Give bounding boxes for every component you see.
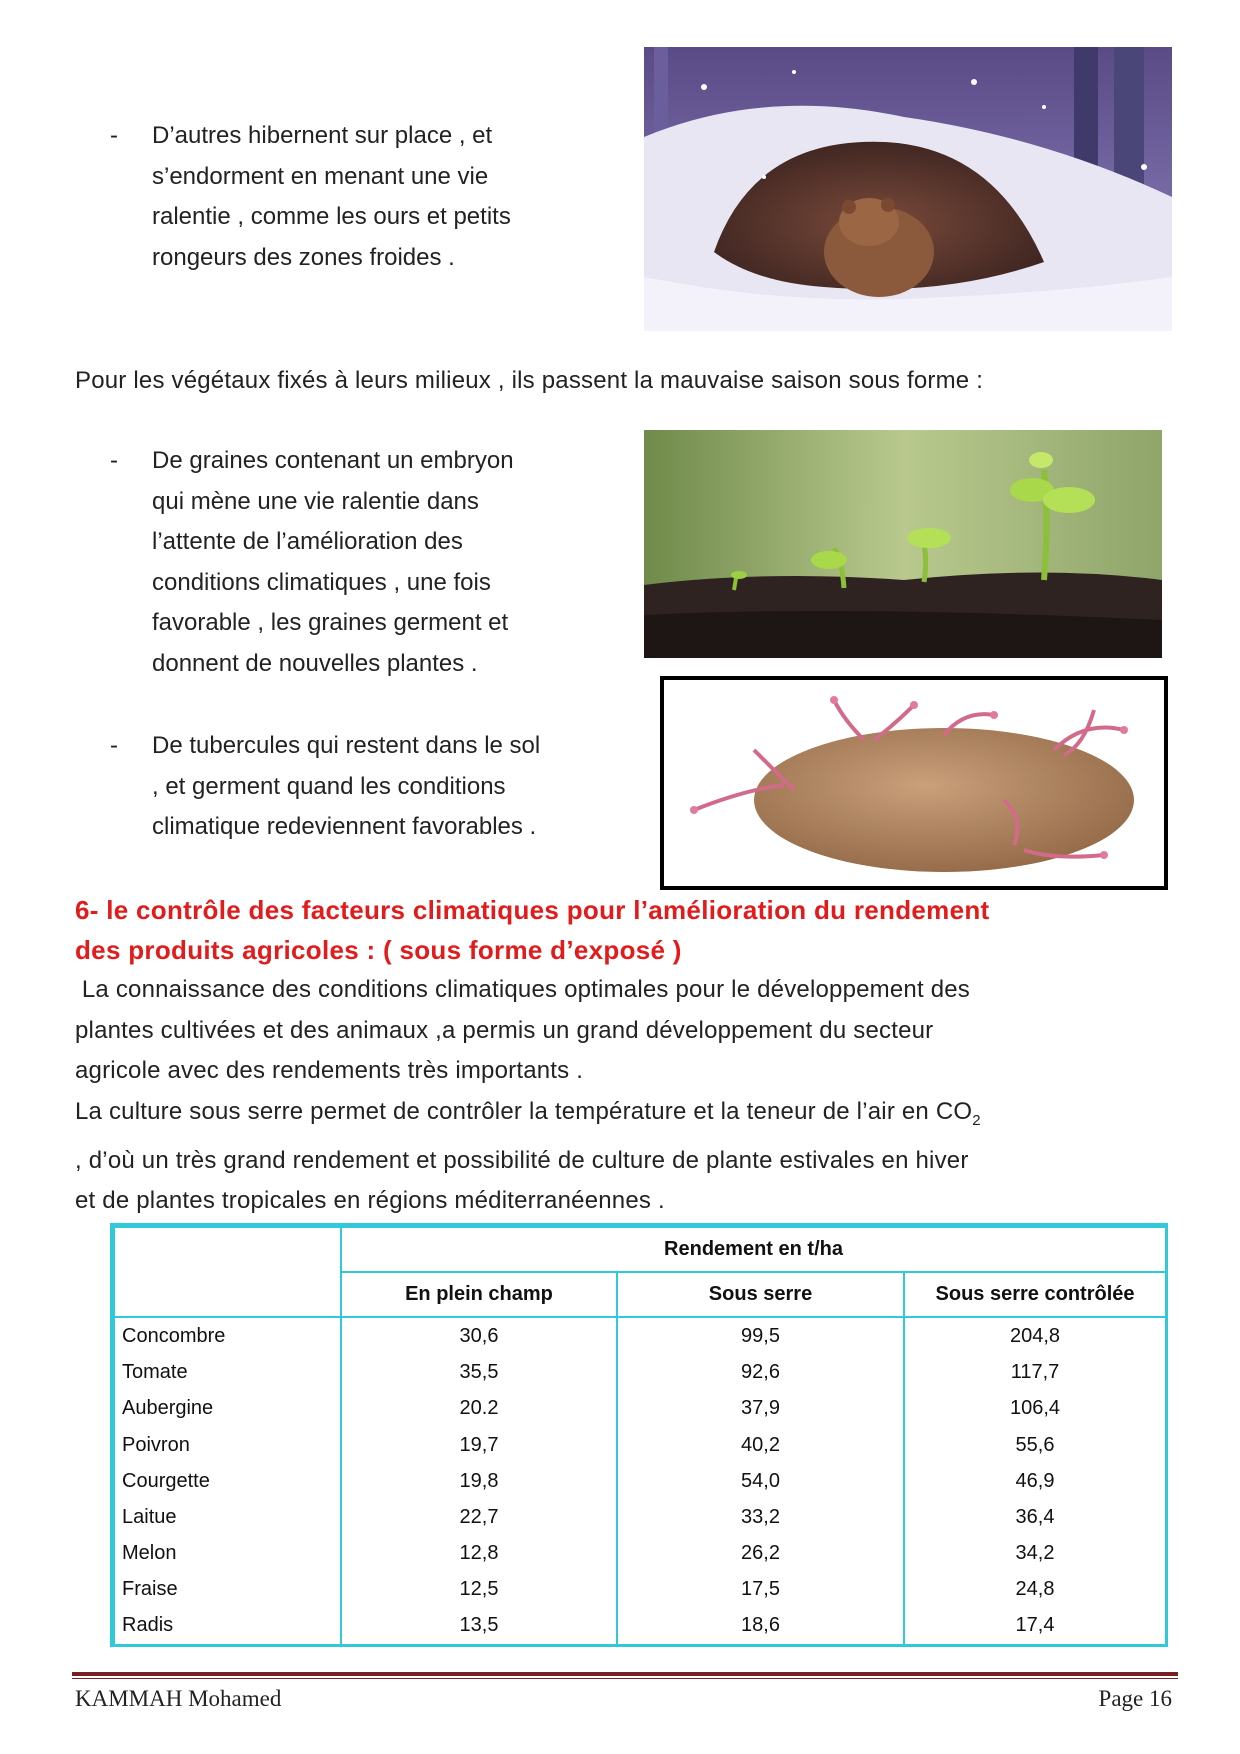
text-span: La culture sous serre permet de contrôler la température et la teneur de l’air en CO xyxy=(75,1097,973,1125)
table-cell: 99,5 xyxy=(617,1317,904,1355)
text-line: favorable , les graines germent et xyxy=(152,609,509,636)
text-line: plantes cultivées et des animaux ,a permis un grand développement du secteur xyxy=(75,1016,934,1044)
table-row xyxy=(114,1463,1166,1499)
table-row xyxy=(114,1317,1166,1355)
bullet-hibernation xyxy=(110,116,511,278)
text-line: , et germent quand les conditions xyxy=(152,772,506,800)
text-line: climatique redeviennent favorables . xyxy=(152,813,537,840)
text-line: agricole avec des rendements très importants . xyxy=(75,1057,584,1084)
table-row xyxy=(114,1427,1166,1463)
table-cell: 22,7 xyxy=(341,1499,617,1535)
text-line: ralentie , comme les ours et petits xyxy=(152,203,511,230)
column-header: En plein champ xyxy=(341,1272,617,1317)
table-cell: 13,5 xyxy=(341,1608,617,1644)
heading-line: des produits agricoles : ( sous forme d’exposé ) xyxy=(75,935,682,965)
table-cell: 17,5 xyxy=(617,1572,904,1608)
intro-vegetaux: Pour les végétaux fixés à leurs milieux , ils passent la mauvaise saison sous forme : xyxy=(75,367,984,394)
yield-table xyxy=(110,1223,1168,1647)
section-paragraph xyxy=(75,970,981,1222)
sprouting-potato-image xyxy=(660,676,1168,890)
text-line: D’autres hibernent sur place , et xyxy=(152,122,493,149)
table-row xyxy=(114,1572,1166,1608)
bear-hibernation-image xyxy=(644,47,1172,331)
row-name: Poivron xyxy=(114,1427,341,1463)
text-line: donnent de nouvelles plantes . xyxy=(152,649,478,677)
group-header: Rendement en t/ha xyxy=(341,1227,1166,1272)
text-line: De graines contenant un embryon xyxy=(152,447,514,474)
table-cell: 20.2 xyxy=(341,1391,617,1427)
table-row xyxy=(114,1499,1166,1535)
table-cell: 19,7 xyxy=(341,1427,617,1463)
row-name: Tomate xyxy=(114,1355,341,1391)
table-cell: 106,4 xyxy=(904,1391,1166,1427)
bullet-tubers xyxy=(110,726,540,848)
table-row xyxy=(114,1391,1166,1427)
table-cell: 18,6 xyxy=(617,1608,904,1644)
row-name: Radis xyxy=(114,1608,341,1644)
footer-author: KAMMAH Mohamed xyxy=(75,1686,282,1711)
table-cell: 46,9 xyxy=(904,1463,1166,1499)
bullet-dash: - xyxy=(110,122,118,149)
table-row xyxy=(114,1536,1166,1572)
table-cell: 12,5 xyxy=(341,1572,617,1608)
table-cell: 92,6 xyxy=(617,1355,904,1391)
text-line: rongeurs des zones froides . xyxy=(152,243,455,271)
text-line: De tubercules qui restent dans le sol xyxy=(152,732,541,759)
table-cell: 54,0 xyxy=(617,1463,904,1499)
column-header: Sous serre xyxy=(617,1272,904,1317)
text-line: La connaissance des conditions climatiques optimales pour le développement des xyxy=(75,976,970,1003)
text-line: , d’où un très grand rendement et possibilité de culture de plante estivales en hiver xyxy=(75,1146,969,1174)
heading-line: 6- le contrôle des facteurs climatiques pour l’amélioration du rendement xyxy=(75,895,990,925)
subscript: 2 xyxy=(972,1111,981,1129)
table-cell: 24,8 xyxy=(904,1572,1166,1608)
empty-corner-cell xyxy=(114,1227,341,1317)
table-cell: 40,2 xyxy=(617,1427,904,1463)
row-name: Melon xyxy=(114,1536,341,1572)
table-cell: 37,9 xyxy=(617,1391,904,1427)
bullet-seeds xyxy=(110,441,514,684)
table-cell: 30,6 xyxy=(341,1317,617,1355)
row-name: Courgette xyxy=(114,1463,341,1499)
table-cell: 55,6 xyxy=(904,1427,1166,1463)
text-line: conditions climatiques , une fois xyxy=(152,568,491,596)
row-name: Aubergine xyxy=(114,1391,341,1427)
table-cell: 12,8 xyxy=(341,1536,617,1572)
seedlings-image xyxy=(644,430,1162,658)
bullet-dash: - xyxy=(110,447,118,474)
row-name: Fraise xyxy=(114,1572,341,1608)
table-cell: 204,8 xyxy=(904,1317,1166,1355)
text-line: l’attente de l’amélioration des xyxy=(152,528,463,555)
table-row xyxy=(114,1608,1166,1644)
footer-page-number: Page 16 xyxy=(1098,1686,1172,1711)
table-cell: 36,4 xyxy=(904,1499,1166,1535)
section-heading xyxy=(75,890,989,970)
table-cell: 34,2 xyxy=(904,1536,1166,1572)
table-cell: 35,5 xyxy=(341,1355,617,1391)
row-name: Laitue xyxy=(114,1499,341,1535)
text-line: qui mène une vie ralentie dans xyxy=(152,487,479,515)
text-line: s’endorment en menant une vie xyxy=(152,162,489,190)
table-cell: 33,2 xyxy=(617,1499,904,1535)
footer-rule-thin xyxy=(72,1678,1178,1679)
table-cell: 26,2 xyxy=(617,1536,904,1572)
text-line xyxy=(75,1092,981,1141)
footer-rule xyxy=(72,1672,1178,1676)
table-cell: 19,8 xyxy=(341,1463,617,1499)
table-row xyxy=(114,1355,1166,1391)
table-cell: 117,7 xyxy=(904,1355,1166,1391)
text-line: et de plantes tropicales en régions méditerranéennes . xyxy=(75,1187,665,1215)
bullet-dash: - xyxy=(110,732,118,759)
table-cell: 17,4 xyxy=(904,1608,1166,1644)
column-header: Sous serre contrôlée xyxy=(904,1272,1166,1317)
row-name: Concombre xyxy=(114,1317,341,1355)
